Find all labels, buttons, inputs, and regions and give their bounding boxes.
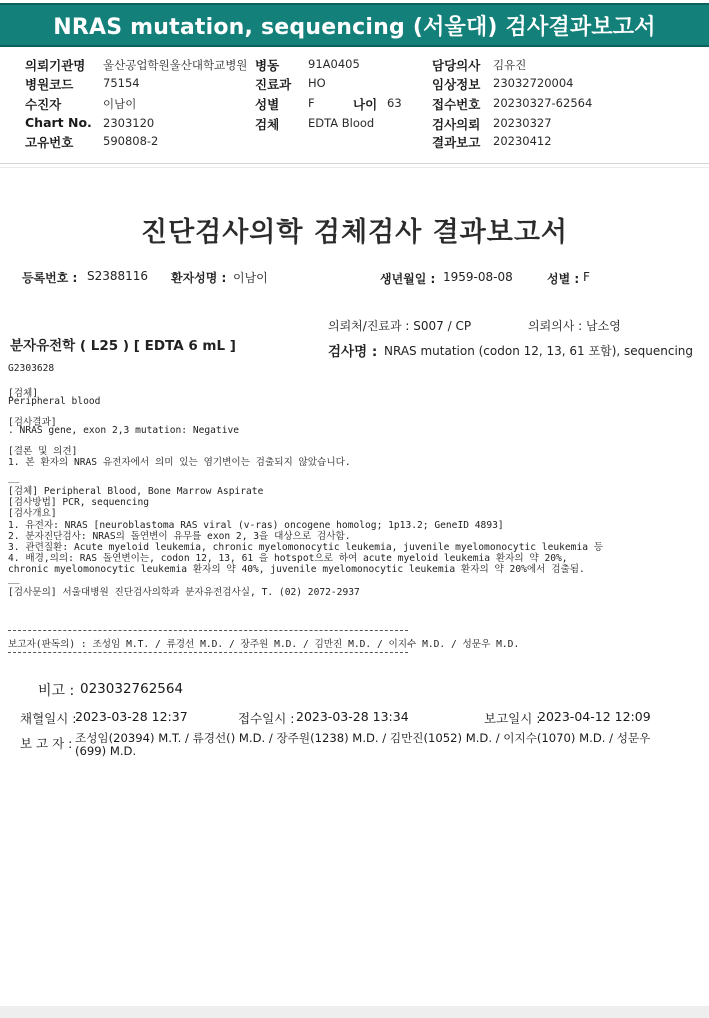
ward-label: 병동 <box>255 58 280 73</box>
report-time-label: 보고일시 : <box>484 711 541 726</box>
note-label: 비고 : <box>38 683 75 699</box>
reporters-line: 보고자(판독의) : 조성임 M.T. / 류경선 M.D. / 장주원 M.D. / 김만진 M.D. / 이지수 M.D. / 성문우 M.D. <box>8 639 520 650</box>
dept-label: 진료과 <box>255 77 292 92</box>
collect-value: 2023-03-28 12:37 <box>75 709 188 724</box>
dept-text: 의뢰처/진료과 : S007 / CP <box>328 319 472 333</box>
patient-value: 이남이 <box>103 97 137 111</box>
note-value: 023032762564 <box>80 681 184 697</box>
receipt-label: 접수번호 <box>432 97 481 112</box>
ward-value: 91A0405 <box>308 57 360 71</box>
dob-label: 생년월일 : <box>380 272 436 286</box>
request-label: 검사의뢰 <box>432 117 481 132</box>
clinical-info-label: 임상정보 <box>432 77 481 92</box>
chart-value: 2303120 <box>103 116 155 130</box>
report-title: NRAS mutation, sequencing (서울대) 검사결과보고서 <box>53 14 656 40</box>
result-line: [검사결과] <box>8 416 57 428</box>
reporters-divider-bottom <box>8 652 408 653</box>
report-value: 20230412 <box>493 134 552 148</box>
id-value: 590808-2 <box>103 134 159 148</box>
receipt-value: 20230327-62564 <box>493 96 593 110</box>
result-line: 2. 분자진단검사: NRAS의 돌연변이 유무를 exon 2, 3을 대상으로 검사함. <box>8 530 351 542</box>
test-value: NRAS mutation (codon 12, 13, 61 포함), sequencing <box>384 344 693 358</box>
dept-value: HO <box>308 76 326 90</box>
specimen-value: EDTA Blood <box>308 116 375 130</box>
reporter-line-1: 조성임(20394) M.T. / 류경선() M.D. / 장주원(1238) M.D. / 김만진(1052) M.D. / 이지수(1070) M.D. / 성문우 <box>75 731 651 745</box>
report-title-bar <box>0 3 709 47</box>
result-line: [검체] <box>8 388 39 399</box>
result-line: . NRAS gene, exon 2,3 mutation: Negative <box>8 425 240 437</box>
result-line: __ <box>8 572 20 584</box>
result-line: 1. 본 환자의 NRAS 유전자에서 의미 있는 염기변이는 검출되지 않았습니다. <box>8 457 351 468</box>
collect-label: 채혈일시 : <box>20 711 77 726</box>
header-divider-shadow <box>0 167 709 168</box>
result-line: 1. 유전자: NRAS [neuroblastoma RAS viral (v-ras) oncogene homolog; 1p13.2; GeneID 4893] <box>8 519 504 531</box>
result-line: 4. 배경,의의: RAS 돌연변이는, codon 12, 13, 61 을 hotspot으로 하여 acute myeloid leukemia 환자의 약 20%, <box>8 553 568 565</box>
result-line: Peripheral blood <box>8 396 101 408</box>
result-line: [결론 및 의견] <box>8 445 78 457</box>
sex-value: F <box>308 96 315 110</box>
name-label: 환자성명 : <box>171 271 227 285</box>
report-label: 결과보고 <box>432 135 481 150</box>
result-line: [검사문의] 서울대병원 진단검사의학과 분자유전검사실, T. (02) 2072-2937 <box>8 586 360 598</box>
header-divider <box>0 163 709 164</box>
institution-label: 의뢰기관명 <box>25 58 86 73</box>
result-line: [검사방법] PCR, sequencing <box>8 497 150 509</box>
receive-value: 2023-03-28 13:34 <box>296 709 409 724</box>
result-line: [검체] Peripheral Blood, Bone Marrow Aspirate <box>8 485 264 497</box>
reporter-line-2: (699) M.D. <box>75 744 137 758</box>
bottom-strip <box>0 1006 709 1018</box>
section-title: 분자유전학 ( L25 ) [ EDTA 6 mL ] <box>10 338 236 354</box>
result-line: [검사개요] <box>8 508 57 520</box>
specimen-code: G2303628 <box>8 363 55 374</box>
age-value: 63 <box>387 96 402 110</box>
chart-label: Chart No. <box>25 115 92 130</box>
patient-label: 수진자 <box>25 97 62 112</box>
sex-label: 성별 <box>255 97 280 112</box>
doctor-value: 김유진 <box>493 58 527 72</box>
hospital-code-value: 75154 <box>103 76 140 90</box>
doc-sex-label: 성별 : <box>547 272 580 286</box>
doc-sex-value: F <box>583 270 590 284</box>
receive-label: 접수일시 : <box>238 711 295 726</box>
report-time-value: 2023-04-12 12:09 <box>538 709 651 724</box>
document-title: 진단검사의학 검체검사 결과보고서 <box>140 217 569 248</box>
institution-value: 울산공업학원울산대학교병원 <box>103 58 248 72</box>
hospital-code-label: 병원코드 <box>25 77 74 92</box>
reporter-label: 보 고 자 : <box>20 736 73 751</box>
reg-label: 등록번호 : <box>22 271 78 285</box>
age-label: 나이 <box>353 97 378 112</box>
reporters-divider-top <box>8 630 408 631</box>
dob-value: 1959-08-08 <box>443 270 513 284</box>
specimen-label: 검체 <box>255 117 280 132</box>
request-value: 20230327 <box>493 116 552 130</box>
result-line: chronic myelomonocytic leukemia 환자의 약 40%, juvenile myelomonocytic leukemia 환자의 약 20%에서 검출됨. <box>8 564 585 576</box>
clinical-info-value: 23032720004 <box>493 76 574 90</box>
name-value: 이남이 <box>233 271 268 285</box>
reg-value: S2388116 <box>87 269 149 283</box>
test-label: 검사명 : <box>328 344 378 360</box>
req-doctor-text: 의뢰의사 : 남소영 <box>528 319 621 333</box>
id-label: 고유번호 <box>25 135 74 150</box>
result-line: __ <box>8 471 20 483</box>
result-line: 3. 관련질환: Acute myeloid leukemia, chronic myelomonocytic leukemia, juvenile myelomonocytic leukemia 등 <box>8 541 604 553</box>
doctor-label: 담당의사 <box>432 58 481 73</box>
